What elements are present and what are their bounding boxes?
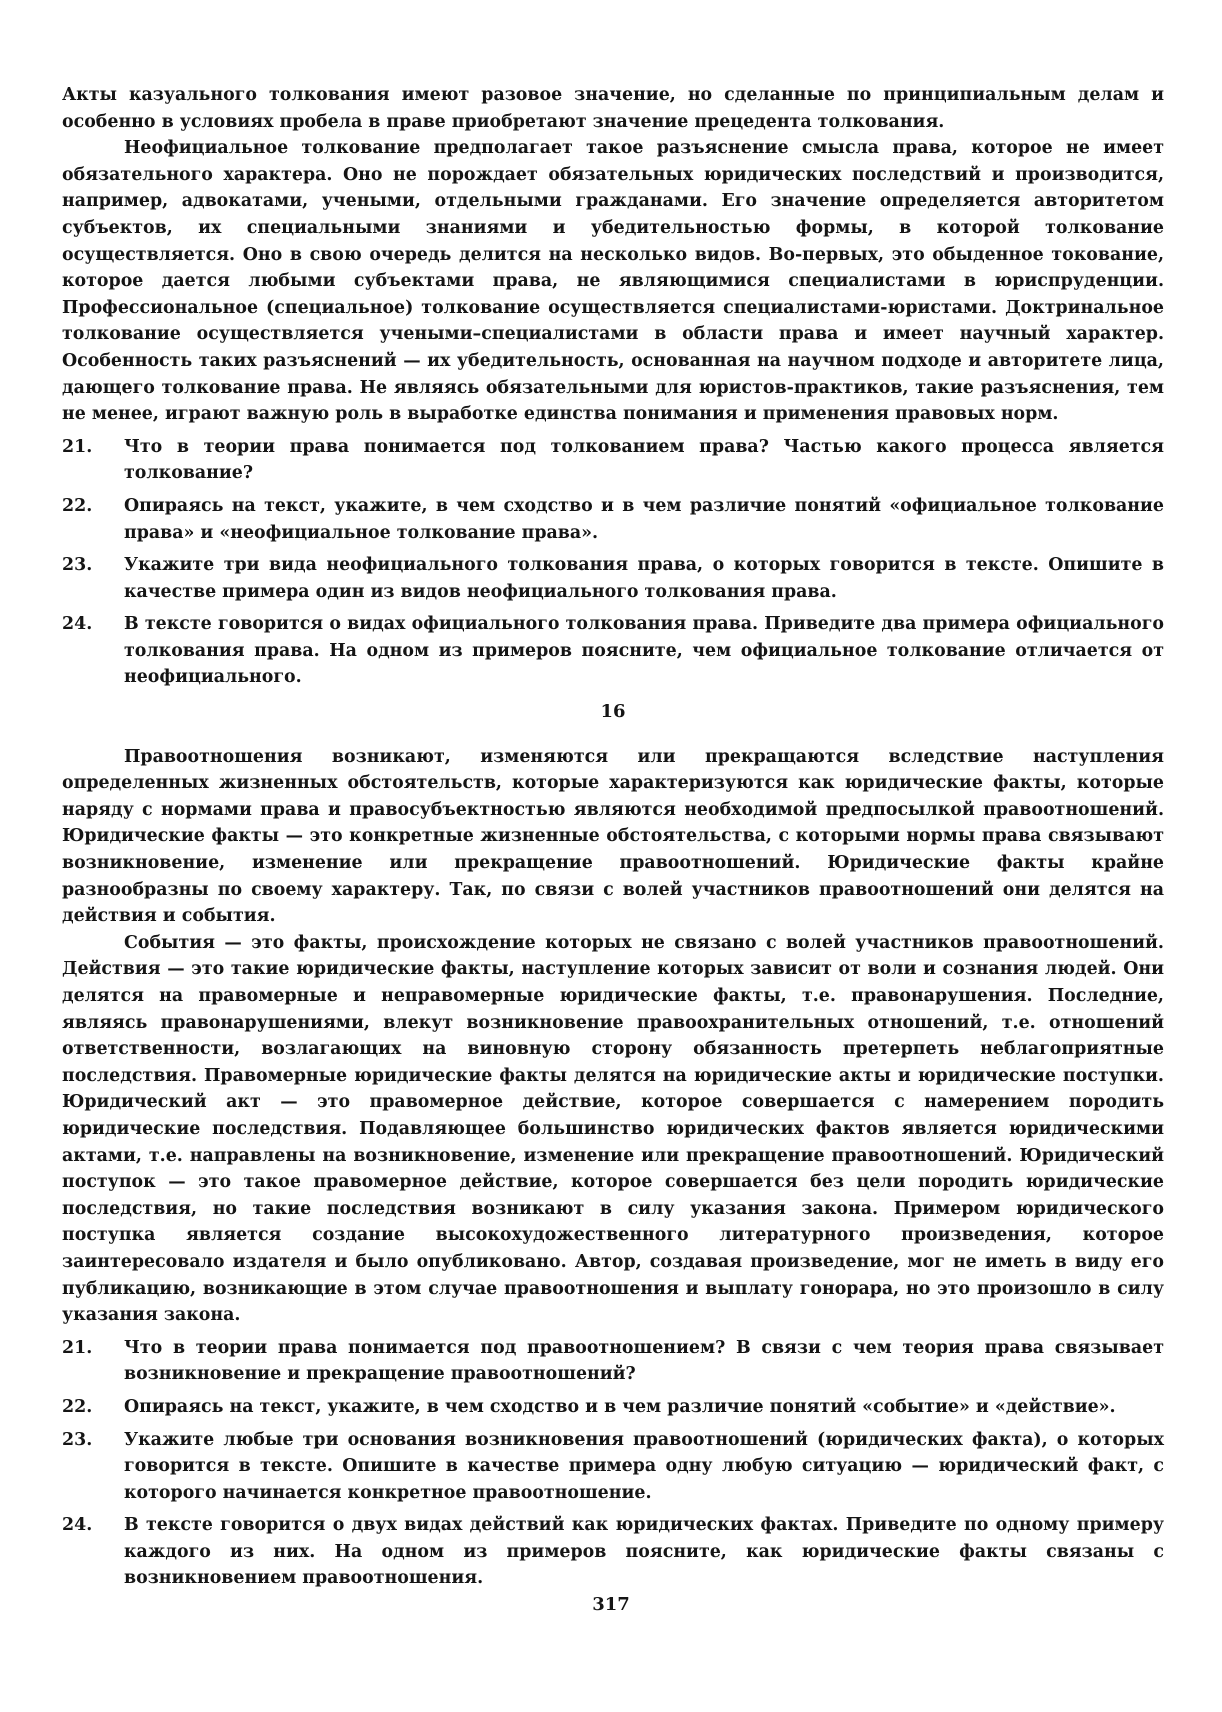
question-text: Что в теории права понимается под правоотношением? В связи с чем теория права связывает возникновение и прекращение правоотношений?: [124, 1337, 1164, 1385]
question-item: [62, 1512, 1164, 1592]
question-item: [62, 1335, 1164, 1388]
question-list-15: [62, 434, 1164, 691]
question-number: 24.: [62, 614, 93, 635]
question-list-16: [62, 1335, 1164, 1592]
question-number: 22.: [62, 1396, 93, 1417]
question-text: Укажите любые три основания возникновения правоотношений (юридических факта), о которых говорится в тексте. Опишите в качестве примера одну любую ситуацию — юридический факт, с которого начинается конкретное правоотношение.: [124, 1429, 1164, 1503]
question-item: [62, 1394, 1164, 1421]
question-text: Укажите три вида неофициального толкования права, о которых говорится в тексте. Опишите в качестве примера один из видов неофициального толкования права.: [124, 555, 1164, 602]
paragraph-legal-relations: Правоотношения возникают, изменяются или прекращаются вследствие наступления определенных жизненных обстоятельств, которые характеризуются как юридические факты, которые наряду с нормами права и правосубъектностью являются необходимой предпосылкой правоотношений. Юридические факты — это конкретные жизненные обстоятельства, с которыми нормы права связывают возникновение, изменение или прекращение правоотношений. Юридические факты крайне разнообразны по своему характеру. Так, по связи с волей участников правоотношений они делятся на действия и события.: [62, 746, 1164, 927]
question-text: Опираясь на текст, укажите, в чем сходство и в чем различие понятий «официальное толкование права» и «неофициальное толкование права».: [124, 495, 1164, 543]
question-item: [62, 434, 1164, 487]
question-number: 24.: [62, 1515, 93, 1536]
question-item: [62, 1427, 1164, 1507]
question-number: 23.: [62, 555, 93, 576]
question-text: Опираясь на текст, укажите, в чем сходство и в чем различие понятий «событие» и «действие».: [124, 1396, 1116, 1417]
page-content: [62, 82, 1164, 1598]
paragraph-events-actions: События — это факты, происхождение которых не связано с волей участников правоотношений. Действия — это такие юридические факты, наступление которых зависит от воли и сознания людей. Они делятся на правомерные и неправомерные юридические факты, т.е. правонарушения. Последние, являясь правонарушениями, влекут возникновение правоохранительных отношений, т.е. отношений ответственности, возлагающих на виновную сторону обязанность претерпеть неблагоприятные последствия. Правомерные юридические факты делятся на юридические акты и юридические поступки. Юридический акт — это правомерное действие, которое совершается с намерением породить юридические последствия. Подавляющее большинство юридических фактов является юридическими актами, т.е. направлены на возникновение, изменение или прекращение правоотношений. Юридический поступок — это такое правомерное действие, которое совершается без цели породить юридические последствия, но такие последствия возникают в силу указания закона. Примером юридического поступка является создание высокохудожественного литературного произведения, которое заинтересовало издателя и было опубликовано. Автор, создавая произведение, мог не иметь в виду его публикацию, возникающие в этом случае правоотношения и выплату гонорара, но это произошло в силу указания закона.: [62, 932, 1164, 1326]
question-text: Что в теории права понимается под толкованием права? Частью какого процесса является толкование?: [124, 436, 1164, 484]
question-text: В тексте говорится о видах официального толкования права. Приведите два примера официального толкования права. На одном из примеров поясните, чем официальное толкование отличается от неофициального.: [124, 614, 1164, 688]
question-number: 21.: [62, 1337, 93, 1358]
paragraph-casual-interpretation: Акты казуального толкования имеют разовое значение, но сделанные по принципиальным делам и особенно в условиях пробела в праве приобретают значение прецедента толкования.: [62, 85, 1164, 132]
page-number: 317: [592, 1594, 630, 1615]
question-item: [62, 552, 1164, 605]
question-item: [62, 611, 1164, 691]
paragraph-unofficial-interpretation: Неофициальное толкование предполагает такое разъяснение смысла права, которое не имеет обязательного характера. Оно не порождает обязательных юридических последствий и производится, например, адвокатами, учеными, отдельными гражданами. Его значение определяется авторитетом субъектов, их специальными знаниями и убедительностью формы, в которой толкование осуществляется. Оно в свою очередь делится на несколько видов. Во-первых, это обыденное токование, которое дается любыми субъектами права, не являющимися специалистами в юриспруденции. Профессиональное (специальное) толкование осуществляется специалистами-юристами. Доктринальное толкование осуществляется учеными–специалистами в области права и имеет научный характер. Особенность таких разъяснений — их убедительность, основанная на научном подходе и авторитете лица, дающего толкование права. Не являясь обязательными для юристов-практиков, такие разъяснения, тем не менее, играют важную роль в выработке единства понимания и применения правовых норм.: [62, 138, 1164, 425]
section-number: 16: [600, 701, 626, 723]
question-number: 21.: [62, 436, 93, 457]
question-number: 22.: [62, 495, 93, 516]
question-number: 23.: [62, 1429, 93, 1450]
question-text: В тексте говорится о двух видах действий как юридических фактах. Приведите по одному примеру каждого из них. На одном из примеров поясните, как юридические факты связаны с возникновением правоотношения.: [124, 1515, 1164, 1589]
question-item: [62, 493, 1164, 546]
